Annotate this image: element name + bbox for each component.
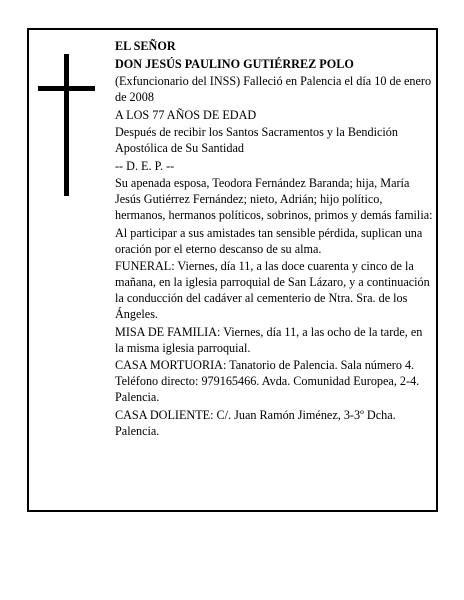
deceased-name: DON JESÚS PAULINO GUTIÉRREZ POLO	[115, 56, 354, 71]
sacraments-line: Después de recibir los Santos Sacramentos y la Bendición Apostólica de Su Santidad	[115, 125, 398, 155]
family-mass-info: MISA DE FAMILIA: Viernes, día 11, a las ocho de la tarde, en la misma iglesia parroquial.	[115, 324, 423, 355]
header-title: EL SEÑOR	[115, 39, 176, 53]
mortuary-info: CASA MORTUORIA: Tanatorio de Palencia. Sala número 4. Teléfono directo: 979165466. Avda. Comunidad Europea, 2-4. Palencia.	[115, 358, 420, 404]
obituary-text	[115, 38, 433, 440]
mourning-house-info: CASA DOLIENTE: C/. Juan Ramón Jiménez, 3-3º Dcha. Palencia.	[115, 407, 396, 438]
rip-line: -- D. E. P. --	[115, 158, 175, 173]
occupation-death-date: (Exfuncionario del INSS) Falleció en Palencia el día 10 de enero de 2008	[115, 74, 432, 104]
cross-horizontal-bar	[38, 86, 95, 91]
cross-vertical-bar	[64, 54, 69, 196]
family-list: Su apenada esposa, Teodora Fernández Baranda; hija, María Jesús Gutiérrez Fernández; nieto, Adrián; hijo político, hermanos, hermanos políticos, sobrinos, primos y demás familia:	[115, 176, 433, 222]
funeral-info: FUNERAL: Viernes, día 11, a las doce cuarenta y cinco de la mañana, en la iglesia parroquial de San Lázaro, y a continuación la conducción del cadáver al cementerio de Ntra. Sra. de los Ángeles.	[115, 259, 430, 321]
age-line: A LOS 77 AÑOS DE EDAD	[115, 107, 257, 122]
prayer-request: Al participar a sus amistades tan sensible pérdida, suplican una oración por el eterno descanso de su alma.	[115, 225, 423, 256]
